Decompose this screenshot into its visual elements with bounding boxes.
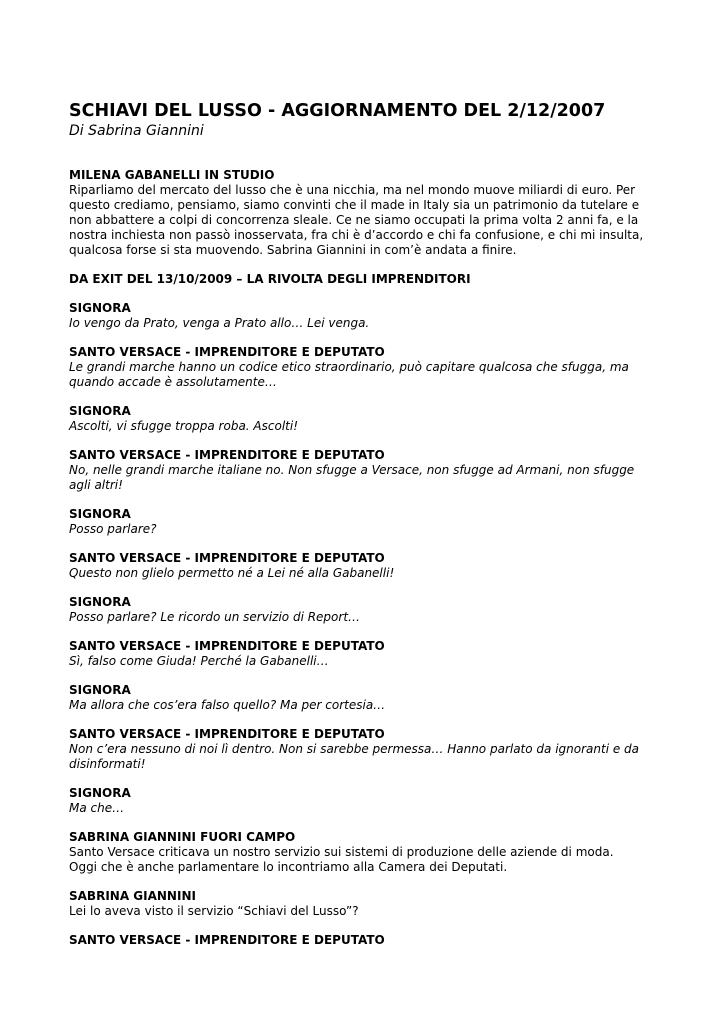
document-author: Di Sabrina Giannini bbox=[69, 123, 204, 139]
speaker-label: SIGNORA bbox=[69, 507, 131, 521]
dialogue-line: qualcosa forse si sta muovendo. Sabrina Giannini in com’è andata a finire. bbox=[69, 243, 517, 257]
speaker-label: SIGNORA bbox=[69, 595, 131, 609]
dialogue-line: Ma che… bbox=[69, 801, 125, 815]
dialogue-line: Posso parlare? Le ricordo un servizio di Report… bbox=[69, 610, 361, 624]
dialogue-line: Oggi che è anche parlamentare lo incontriamo alla Camera dei Deputati. bbox=[69, 860, 508, 874]
dialogue-line: Posso parlare? bbox=[69, 522, 157, 536]
dialogue-block bbox=[69, 889, 659, 919]
dialogue-block bbox=[69, 595, 659, 625]
dialogue-block bbox=[69, 404, 659, 434]
dialogue-block bbox=[69, 507, 659, 537]
speaker-label: SABRINA GIANNINI bbox=[69, 889, 196, 903]
dialogue-line: Riparliamo del mercato del lusso che è una nicchia, ma nel mondo muove miliardi di euro. Per bbox=[69, 183, 636, 197]
speaker-label: SIGNORA bbox=[69, 404, 131, 418]
speaker-label: SANTO VERSACE - IMPRENDITORE E DEPUTATO bbox=[69, 727, 385, 741]
dialogue-block bbox=[69, 683, 659, 713]
dialogue-block bbox=[69, 786, 659, 816]
dialogue-block bbox=[69, 301, 659, 331]
dialogue-block bbox=[69, 551, 659, 581]
speaker-label: SIGNORA bbox=[69, 683, 131, 697]
speaker-label: SIGNORA bbox=[69, 786, 131, 800]
dialogue-block bbox=[69, 727, 659, 772]
narration-block bbox=[69, 830, 659, 875]
dialogue-block bbox=[69, 448, 659, 493]
dialogue-line: Ma allora che cos’era falso quello? Ma per cortesia… bbox=[69, 698, 386, 712]
speaker-label: SANTO VERSACE - IMPRENDITORE E DEPUTATO bbox=[69, 933, 385, 947]
dialogue-line: Le grandi marche hanno un codice etico straordinario, può capitare qualcosa che sfugga, ma bbox=[69, 360, 629, 374]
dialogue-line: Ascolti, vi sfugge troppa roba. Ascolti! bbox=[69, 419, 299, 433]
dialogue-line: Io vengo da Prato, venga a Prato allo… Lei venga. bbox=[69, 316, 370, 330]
speaker-label: SANTO VERSACE - IMPRENDITORE E DEPUTATO bbox=[69, 448, 385, 462]
dialogue-line: Sì, falso come Giuda! Perché la Gabanelli… bbox=[69, 654, 329, 668]
dialogue-line: questo crediamo, pensiamo, siamo convinti che il made in Italy sia un patrimonio da tutelare e bbox=[69, 198, 640, 212]
dialogue-line: Questo non glielo permetto né a Lei né alla Gabanelli! bbox=[69, 566, 395, 580]
dialogue-line: Santo Versace criticava un nostro servizio sui sistemi di produzione delle aziende di moda. bbox=[69, 845, 614, 859]
dialogue-block bbox=[69, 639, 659, 669]
document-title: SCHIAVI DEL LUSSO - AGGIORNAMENTO DEL 2/12/2007 bbox=[69, 101, 606, 121]
dialogue-line: agli altri! bbox=[69, 478, 123, 492]
speaker-label: SANTO VERSACE - IMPRENDITORE E DEPUTATO bbox=[69, 345, 385, 359]
studio-intro-block bbox=[69, 168, 659, 258]
document-page bbox=[69, 100, 659, 962]
dialogue-line: nostra inchiesta non passò inosservata, fra chi è d’accordo e chi fa confusione, e chi mi insulta, bbox=[69, 228, 644, 242]
dialogue-line: Lei lo aveva visto il servizio “Schiavi del Lusso”? bbox=[69, 904, 359, 918]
speaker-label: MILENA GABANELLI IN STUDIO bbox=[69, 168, 275, 182]
dialogue-line: quando accade è assolutamente… bbox=[69, 375, 277, 389]
speaker-label: SIGNORA bbox=[69, 301, 131, 315]
dialogue-block bbox=[69, 345, 659, 390]
section-heading: DA EXIT DEL 13/10/2009 – LA RIVOLTA DEGLI IMPRENDITORI bbox=[69, 272, 471, 286]
dialogue-line: Non c’era nessuno di noi lì dentro. Non si sarebbe permessa… Hanno parlato da ignoranti e da bbox=[69, 742, 640, 756]
dialogue-line: disinformati! bbox=[69, 757, 146, 771]
speaker-label: SABRINA GIANNINI FUORI CAMPO bbox=[69, 830, 296, 844]
speaker-label: SANTO VERSACE - IMPRENDITORE E DEPUTATO bbox=[69, 639, 385, 653]
dialogue-line: non abbattere a colpi di concorrenza sleale. Ce ne siamo occupati la prima volta 2 anni fa, e la bbox=[69, 213, 639, 227]
dialogue-block bbox=[69, 933, 659, 948]
dialogue-line: No, nelle grandi marche italiane no. Non sfugge a Versace, non sfugge ad Armani, non sfugge bbox=[69, 463, 635, 477]
speaker-label: SANTO VERSACE - IMPRENDITORE E DEPUTATO bbox=[69, 551, 385, 565]
